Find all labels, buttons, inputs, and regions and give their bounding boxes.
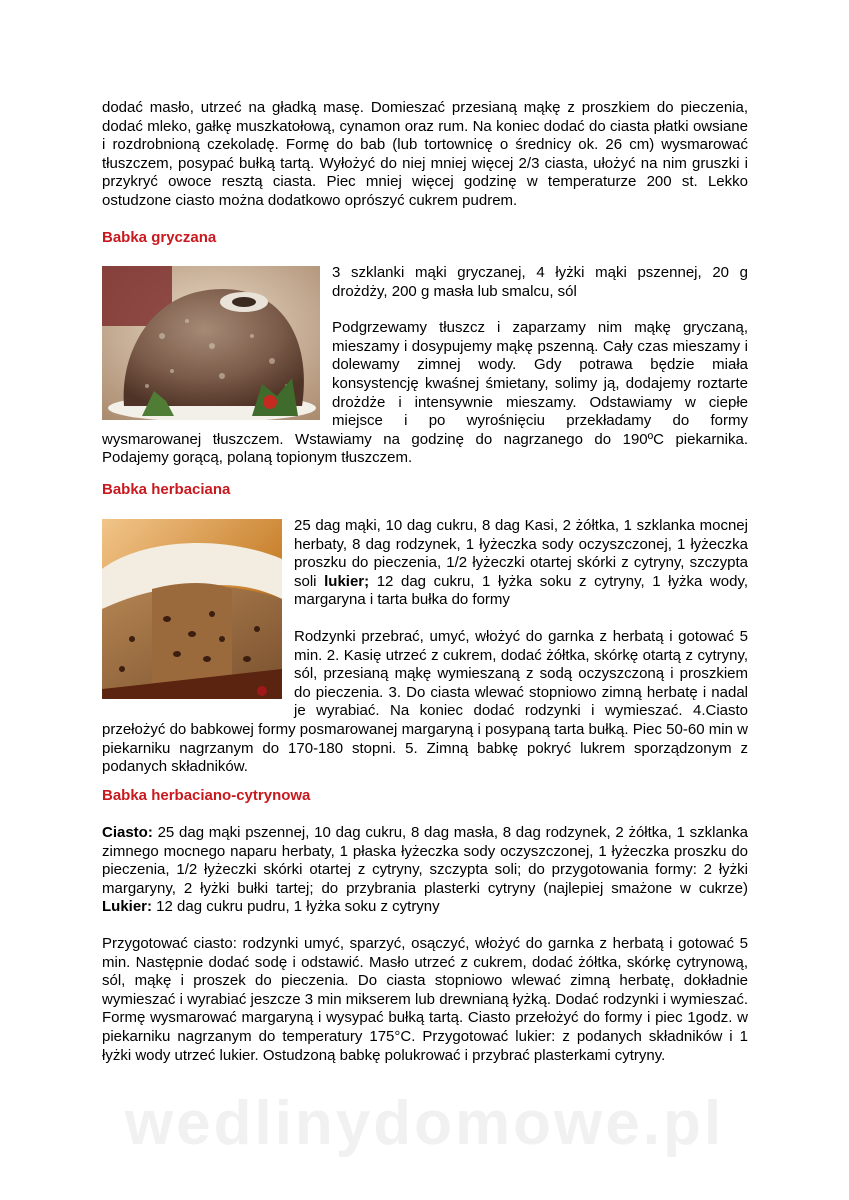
- recipe-1-method: Podgrzewamy tłuszcz i zaparzamy nim mąkę gryczaną, mieszamy i dosypujemy mąkę pszenną. Cały czas mieszamy i dolewamy zimnej wody. Gdy potrawa będzie miała konsystencję kwaśnej śmietany, solimy ją, dodajemy roztarte drożdże i intensywnie mieszamy. Odstawiamy w ciepłe miejsce i po wyrośnięciu przekładamy do formy wysmarowanej tłuszczem. Wstawiamy na godzinę do nagrzanego do 190ºC piekarnika. Podajemy gorącą, polaną topionym tłuszczem.: [102, 319, 748, 467]
- recipe-3-icing-label: Lukier:: [102, 898, 153, 916]
- watermark: wedlinydomowe.pl: [124, 1089, 725, 1158]
- recipe-3-method: Przygotować ciasto: rodzynki umyć, sparzyć, osączyć, włożyć do garnka z herbatą i gotować 5 min. Następnie dodać sodę i odstawić. Masło utrzeć z cukrem, dodać żółtka, skórkę cytrynową, sól, mąkę i proszek do pieczenia. Do ciasta stopniowo wlewać zimną herbatę, dokładnie wymieszać i wyrabiać jeszcze 3 min mikserem lub drewnianą łyżką. Dodać rodzynki i wymieszać. Formę wysmarować margaryną i wysypać bułką tartą. Ciasto przełożyć do formy i piec 1godz. w piekarniku nagrzanym do temperatury 175°C. Przygotować lukier: z podanych składników i 1 łyżki wody utrzeć lukier. Ostudzoną babkę polukrować i przybrać plasterkami cytryny.: [102, 934, 748, 1064]
- recipe-babka-gryczana: [102, 264, 748, 468]
- intro-block: [102, 99, 748, 211]
- recipe-2-icing-label: lukier;: [324, 572, 370, 590]
- recipe-3-ingredients-part1: 25 dag mąki pszennej, 10 dag cukru, 8 dag masła, 8 dag rodzynek, 2 żółtka, 1 szklanka zimnego mocnego naparu herbaty, 1 płaska łyżeczka sody oczyszczonej, 1 łyżeczka proszku do pieczenia, 1/2 łyżeczki skórki otartej z cytryny, szczypta soli; do przygotowania formy: 2 łyżki margaryny, 2 łyżki bułki tartej; do przybrania plasterki cytryny (najlepiej smażone w cukrze): [102, 824, 748, 897]
- recipe-2-method: Rodzynki przebrać, umyć, włożyć do garnka z herbatą i gotować 5 min. 2. Kasię utrzeć z cukrem, dodać żółtka, skórkę otartą z cytryny, sól, przesianą mąkę wymieszaną z sodą oczyszczoną i proszkiem do pieczenia. 3. Do ciasta wlewać stopniowo zimną herbatę i nadal je wyrabiać. Na koniec dodać rodzynki i wymieszać. 4.Ciasto przełożyć do babkowej formy posmarowanej margaryną i posypaną tarta bułką. Piec 50-60 min w piekarniku nagrzanym do 170-180 stopni. 5. Zimną babkę pokryć lukrem sporządzonym z podanych składników.: [102, 627, 748, 776]
- recipe-title-babka-gryczana: Babka gryczana: [102, 229, 217, 246]
- recipe-title-babka-herbaciana: Babka herbaciana: [102, 481, 231, 498]
- recipe-babka-herbaciano-cytrynowa: [102, 824, 748, 1065]
- recipe-3-dough-label: Ciasto:: [102, 824, 153, 841]
- recipe-title-babka-herbaciano-cytrynowa: Babka herbaciano-cytrynowa: [102, 787, 311, 804]
- recipe-2-ingredients-part2: 12 dag cukru, 1 łyżka soku z cytryny, 1 łyżka wody, margaryna i tarta bułka do formy: [294, 572, 749, 609]
- recipe-1-ingredients: 3 szklanki mąki gryczanej, 4 łyżki mąki pszennej, 20 g drożdży, 200 g masła lub smalcu, sól: [332, 264, 748, 300]
- recipe-2-ingredients-part1: 25 dag mąki, 10 dag cukru, 8 dag Kasi, 2 żółtka, 1 szklanka mocnej herbaty, 8 dag rodzynek, 1 łyżeczka sody oczyszczonej, 1 łyżeczka proszku do pieczenia, 1/2 łyżeczki otartej skórki z cytryny, szczypta soli: [294, 517, 748, 590]
- recipe-babka-herbaciana: [102, 517, 748, 777]
- intro-paragraph: dodać masło, utrzeć na gładką masę. Domieszać przesianą mąkę z proszkiem do pieczenia, dodać mleko, gałkę muszkatołową, cynamon oraz rum. Na koniec dodać do ciasta płatki owsiane i rozdrobnioną czekoladę. Formę do bab (lub tortownicę o średnicy ok. 26 cm) wysmarować tłuszczem, posypać bułką tartą. Wyłożyć do niej mniej więcej 2/3 ciasta, ułożyć na nim gruszki i przykryć owoce resztą ciasta. Piec mniej więcej godzinę w temperaturze 200 st. Lekko ostudzone ciasto można dodatkowo oprószyć cukrem pudrem.: [102, 99, 748, 209]
- recipe-3-ingredients-part2: 12 dag cukru pudru, 1 łyżka soku z cytryny: [152, 898, 440, 916]
- recipe-3-ingredients: [102, 824, 748, 917]
- babka-herbaciana-photo: [102, 519, 282, 699]
- babka-gryczana-photo: [102, 266, 320, 420]
